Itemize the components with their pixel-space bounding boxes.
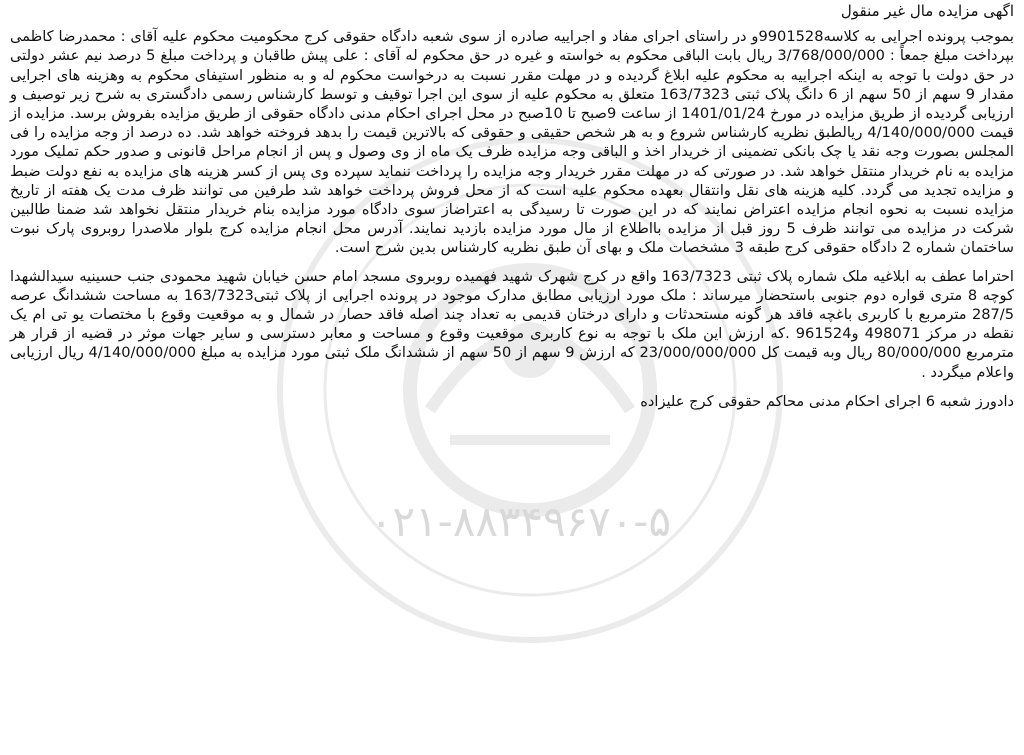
notice-paragraph-2: احتراما عطف به ابلاغیه ملک شماره پلاک ثبتی 163/7323 واقع در کرج شهرک شهید فهمیده روبروی مسجد امام حسن خیابان شهید محمودی جنب حسینیه سیدالشهدا کوچه 8 متری قواره دوم جنوبی باستحضار میرساند : ملک مورد ارزیابی مطابق مدارک موجود در پرونده اجرایی از پلاک ثبتی163/7323 به مساحت ششدانگ عرصه 287/5 مترمربع با کاربری باغچه فاقد هر گونه مستحدثات و دارای درختان قدیمی به تعداد چند اصله فاقد حصار در شمال و به موقعیت وقوع با مختصات یو تی ام یک نقطه در مرکز 498071 و961524 .که ارزش این ملک با توجه به نوع کاربری موقعیت وقوع و مساحت و معابر دسترسی و سایر جهات موثر در قضیه از قرار هر مترمربع 80/000/000 ریال وبه قیمت کل 23/000/000/000 که ارزش 9 سهم از 50 سهم از ششدانگ ملک ثبتی مورد مزایده به مبلغ 4/140/000/000 ریال ارزیابی واعلام میگردد .: [10, 267, 1015, 381]
notice-body: [10, 2, 1014, 411]
watermark-phone: ۰۲۱-۸۸۳۴۹۶۷۰-۵: [370, 497, 672, 546]
notice-title: اگهی مزایده مال غیر منقول: [840, 2, 1014, 20]
notice-signature: دادورز شعبه 6 اجرای احکام مدنی محاکم حقوقی کرج علیزاده: [640, 392, 1014, 410]
notice-paragraph-1: بموجب پرونده اجرایی به کلاسه9901528و در راستای اجرای مفاد و اجراییه صادره از سوی شعبه دادگاه حقوقی کرج محکومیت محکوم علیه آقای : محمدرضا کاظمی بپرداخت مبلغ جمعاً : 3/768/000/000 ریال بابت الباقی محکوم به خواسته و غیره در حق محکوم له آقای : علی پیش طاقبان و پرداخت مبلغ 5 درصد نیم عشر دولتی در حق دولت با توجه به اینکه اجراییه به محکوم علیه ابلاغ گردیده و در مهلت مقرر نسبت به درخواست محکوم له و به منظور استیفای محکوم به وهزینه های اجرایی مقدار 9 سهم از 50 سهم از 6 دانگ پلاک ثبتی 163/7323 متعلق به محکوم علیه از سوی این اجرا توقیف و توسط کارشناس رسمی دادگستری به شرح زیر توصیف و ارزیابی گردیده از طریق مزایده در مورخ 1401/01/24 از ساعت 9صبح تا 10صبح در محل اجرای احکام مدنی دادگاه حقوقی از طریق مزایده بفروش برسد. مزایده از قیمت 4/140/000/000 ریالطبق نظریه کارشناس شروع و به هر شخص حقیقی و حقوقی که بالاترین قیمت را بدهد فروخته خواهد شد. ده درصد از وجه مزایده را فی المجلس بصورت وجه نقد یا چک بانکی تضمینی از خریدار اخذ و الباقی وجه مزایده ظرف یک ماه از وی وصول و پس از انجام مراحل قانونی و صدور حکم تملیک مورد مزایده به نام خریدار منتقل خواهد شد. در صورتی که در مهلت مقرر خریدار وجه مزایده را پرداخت ننماید سپرده وی پس از کسر هزینه های مزایده به نفع دولت ضبط و مزایده تجدید می گردد. کلیه هزینه های نقل وانتقال بعهده محکوم علیه است که از محل فروش پرداخت خواهد شد طرفین می توانند ظرف مدت یک هفته از تاریخ مزایده نسبت به نحوه انجام مزایده اعتراض نمایند که در این صورت تا رسیدگی به اعتراضاز سوی دادگاه مورد مزایده بنام خریدار منتقل نخواهد شد ضمنا طالبین شرکت در مزایده می توانند ظرف 5 روز قبل از مزایده بااطلاع از مال مورد مزایده بازدید نمایند. آدرس محل انجام مزایده کرج بلوار ملاصدرا روبروی پارک نبوت ساختمان شماره 2 دادگاه حقوقی کرج طبقه 3 مشخصات ملک و بهای آن طبق نظریه کارشناس بدین شرح است.: [10, 28, 1015, 257]
